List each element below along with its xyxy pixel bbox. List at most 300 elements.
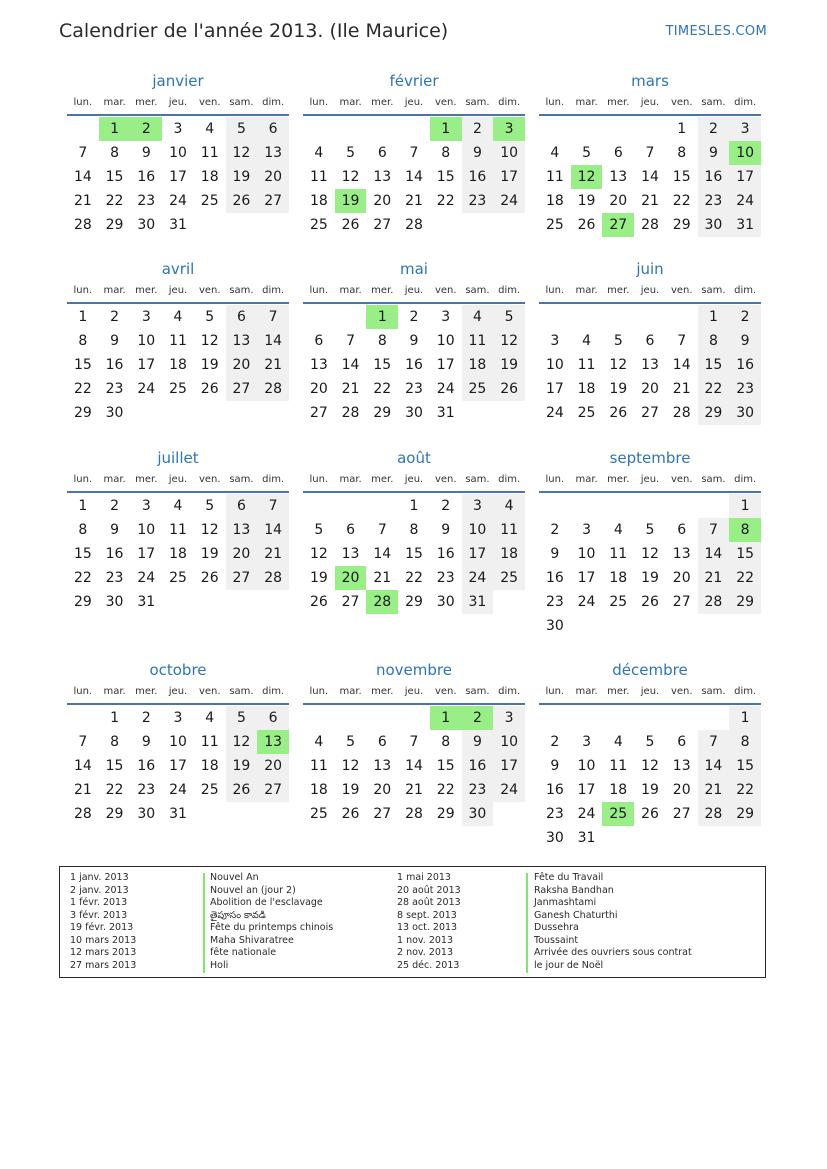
day-cell[interactable]: 12 xyxy=(341,169,360,185)
day-cell[interactable]: 1 xyxy=(366,305,398,329)
day-cell[interactable]: 15 xyxy=(698,353,730,377)
day-cell[interactable]: 4 xyxy=(493,494,525,518)
day-cell[interactable]: 19 xyxy=(641,570,659,586)
day-cell[interactable]: 27 xyxy=(602,213,634,237)
day-cell[interactable]: 7 xyxy=(409,734,419,750)
day-cell[interactable]: 15 xyxy=(73,357,92,373)
day-cell[interactable]: 24 xyxy=(545,405,564,421)
day-cell[interactable]: 27 xyxy=(257,189,289,213)
day-cell[interactable]: 13 xyxy=(641,357,659,373)
day-cell[interactable]: 13 xyxy=(609,169,628,185)
day-cell[interactable]: 6 xyxy=(377,734,387,750)
day-cell[interactable]: 26 xyxy=(226,778,258,802)
day-cell[interactable]: 1 xyxy=(78,309,88,325)
day-cell[interactable]: 16 xyxy=(698,165,730,189)
day-cell[interactable]: 17 xyxy=(577,570,596,586)
day-cell[interactable]: 6 xyxy=(226,494,258,518)
day-cell[interactable]: 4 xyxy=(205,121,215,137)
day-cell[interactable]: 1 xyxy=(99,117,131,141)
day-cell[interactable]: 24 xyxy=(137,570,156,586)
day-cell[interactable]: 4 xyxy=(314,734,324,750)
day-cell[interactable]: 6 xyxy=(257,706,289,730)
day-cell[interactable]: 19 xyxy=(200,357,219,373)
day-cell[interactable]: 13 xyxy=(226,518,258,542)
day-cell[interactable]: 23 xyxy=(105,381,124,397)
day-cell[interactable]: 27 xyxy=(373,806,392,822)
day-cell[interactable]: 22 xyxy=(405,570,423,586)
day-cell[interactable]: 30 xyxy=(698,213,730,237)
day-cell[interactable]: 9 xyxy=(441,522,451,538)
day-cell[interactable]: 16 xyxy=(105,546,124,562)
day-cell[interactable]: 21 xyxy=(341,381,360,397)
day-cell[interactable]: 31 xyxy=(436,405,455,421)
day-cell[interactable]: 30 xyxy=(545,618,564,634)
day-cell[interactable]: 8 xyxy=(78,522,88,538)
day-cell[interactable]: 27 xyxy=(341,594,360,610)
day-cell[interactable]: 8 xyxy=(729,518,761,542)
day-cell[interactable]: 29 xyxy=(73,594,92,610)
day-cell[interactable]: 12 xyxy=(200,522,219,538)
day-cell[interactable]: 29 xyxy=(729,802,761,826)
day-cell[interactable]: 6 xyxy=(645,333,655,349)
day-cell[interactable]: 28 xyxy=(698,590,730,614)
day-cell[interactable]: 4 xyxy=(173,309,183,325)
day-cell[interactable]: 20 xyxy=(672,570,691,586)
day-cell[interactable]: 30 xyxy=(137,806,156,822)
day-cell[interactable]: 15 xyxy=(672,169,691,185)
day-cell[interactable]: 20 xyxy=(609,193,628,209)
day-cell[interactable]: 24 xyxy=(436,381,455,397)
day-cell[interactable]: 25 xyxy=(609,594,628,610)
day-cell[interactable]: 11 xyxy=(200,734,219,750)
day-cell[interactable]: 16 xyxy=(436,546,455,562)
day-cell[interactable]: 25 xyxy=(309,217,328,233)
day-cell[interactable]: 2 xyxy=(462,117,494,141)
day-cell[interactable]: 25 xyxy=(545,217,564,233)
day-cell[interactable]: 1 xyxy=(677,121,687,137)
day-cell[interactable]: 9 xyxy=(110,522,120,538)
day-cell[interactable]: 26 xyxy=(641,806,659,822)
day-cell[interactable]: 13 xyxy=(226,329,258,353)
day-cell[interactable]: 17 xyxy=(137,357,156,373)
day-cell[interactable]: 28 xyxy=(698,802,730,826)
day-cell[interactable]: 24 xyxy=(462,566,494,590)
day-cell[interactable]: 23 xyxy=(462,189,494,213)
day-cell[interactable]: 1 xyxy=(430,706,462,730)
day-cell[interactable]: 15 xyxy=(405,546,423,562)
day-cell[interactable]: 6 xyxy=(677,734,687,750)
day-cell[interactable]: 7 xyxy=(346,333,356,349)
day-cell[interactable]: 30 xyxy=(545,830,564,846)
day-cell[interactable]: 28 xyxy=(672,405,691,421)
day-cell[interactable]: 15 xyxy=(436,758,455,774)
day-cell[interactable]: 7 xyxy=(409,145,419,161)
day-cell[interactable]: 12 xyxy=(609,357,628,373)
day-cell[interactable]: 17 xyxy=(729,165,761,189)
day-cell[interactable]: 2 xyxy=(729,305,761,329)
day-cell[interactable]: 13 xyxy=(672,758,691,774)
day-cell[interactable]: 19 xyxy=(200,546,219,562)
day-cell[interactable]: 8 xyxy=(729,730,761,754)
day-cell[interactable]: 23 xyxy=(105,570,124,586)
day-cell[interactable]: 19 xyxy=(226,754,258,778)
day-cell[interactable]: 13 xyxy=(309,357,328,373)
day-cell[interactable]: 31 xyxy=(169,806,187,822)
day-cell[interactable]: 9 xyxy=(110,333,120,349)
day-cell[interactable]: 22 xyxy=(729,778,761,802)
day-cell[interactable]: 23 xyxy=(545,594,564,610)
day-cell[interactable]: 2 xyxy=(141,710,151,726)
day-cell[interactable]: 25 xyxy=(309,806,328,822)
day-cell[interactable]: 11 xyxy=(462,329,494,353)
day-cell[interactable]: 28 xyxy=(641,217,659,233)
day-cell[interactable]: 1 xyxy=(698,305,730,329)
day-cell[interactable]: 4 xyxy=(550,145,560,161)
day-cell[interactable]: 21 xyxy=(73,782,92,798)
day-cell[interactable]: 24 xyxy=(577,594,596,610)
day-cell[interactable]: 6 xyxy=(314,333,324,349)
day-cell[interactable]: 9 xyxy=(141,734,151,750)
day-cell[interactable]: 24 xyxy=(577,806,596,822)
day-cell[interactable]: 19 xyxy=(493,353,525,377)
day-cell[interactable]: 29 xyxy=(373,405,392,421)
day-cell[interactable]: 3 xyxy=(582,734,592,750)
day-cell[interactable]: 22 xyxy=(105,193,124,209)
day-cell[interactable]: 8 xyxy=(441,145,451,161)
day-cell[interactable]: 18 xyxy=(577,381,596,397)
day-cell[interactable]: 12 xyxy=(571,165,603,189)
day-cell[interactable]: 3 xyxy=(493,706,525,730)
day-cell[interactable]: 29 xyxy=(105,217,124,233)
day-cell[interactable]: 12 xyxy=(641,758,659,774)
day-cell[interactable]: 18 xyxy=(609,782,628,798)
day-cell[interactable]: 17 xyxy=(137,546,156,562)
day-cell[interactable]: 23 xyxy=(462,778,494,802)
day-cell[interactable]: 24 xyxy=(493,189,525,213)
day-cell[interactable]: 7 xyxy=(698,518,730,542)
day-cell[interactable]: 10 xyxy=(169,734,187,750)
day-cell[interactable]: 30 xyxy=(405,405,423,421)
day-cell[interactable]: 5 xyxy=(226,117,258,141)
day-cell[interactable]: 3 xyxy=(173,121,183,137)
day-cell[interactable]: 12 xyxy=(493,329,525,353)
day-cell[interactable]: 2 xyxy=(110,309,120,325)
day-cell[interactable]: 21 xyxy=(641,193,659,209)
day-cell[interactable]: 28 xyxy=(73,806,92,822)
day-cell[interactable]: 10 xyxy=(493,141,525,165)
day-cell[interactable]: 15 xyxy=(105,758,124,774)
day-cell[interactable]: 17 xyxy=(169,758,187,774)
day-cell[interactable]: 14 xyxy=(641,169,659,185)
day-cell[interactable]: 12 xyxy=(226,730,258,754)
day-cell[interactable]: 10 xyxy=(729,141,761,165)
day-cell[interactable]: 9 xyxy=(462,141,494,165)
day-cell[interactable]: 4 xyxy=(314,145,324,161)
day-cell[interactable]: 14 xyxy=(257,329,289,353)
day-cell[interactable]: 12 xyxy=(309,546,328,562)
day-cell[interactable]: 29 xyxy=(436,806,455,822)
day-cell[interactable]: 4 xyxy=(613,734,623,750)
day-cell[interactable]: 14 xyxy=(73,758,92,774)
day-cell[interactable]: 1 xyxy=(78,498,88,514)
day-cell[interactable]: 14 xyxy=(405,758,423,774)
day-cell[interactable]: 13 xyxy=(257,141,289,165)
day-cell[interactable]: 27 xyxy=(641,405,659,421)
day-cell[interactable]: 25 xyxy=(577,405,596,421)
day-cell[interactable]: 9 xyxy=(698,141,730,165)
day-cell[interactable]: 23 xyxy=(545,806,564,822)
day-cell[interactable]: 18 xyxy=(609,570,628,586)
day-cell[interactable]: 5 xyxy=(226,706,258,730)
day-cell[interactable]: 8 xyxy=(78,333,88,349)
day-cell[interactable]: 30 xyxy=(729,401,761,425)
day-cell[interactable]: 21 xyxy=(698,778,730,802)
day-cell[interactable]: 13 xyxy=(373,758,392,774)
day-cell[interactable]: 21 xyxy=(405,782,423,798)
day-cell[interactable]: 29 xyxy=(405,594,423,610)
day-cell[interactable]: 1 xyxy=(409,498,419,514)
day-cell[interactable]: 26 xyxy=(641,594,659,610)
day-cell[interactable]: 19 xyxy=(341,782,360,798)
day-cell[interactable]: 20 xyxy=(335,566,367,590)
day-cell[interactable]: 31 xyxy=(729,213,761,237)
day-cell[interactable]: 21 xyxy=(257,542,289,566)
day-cell[interactable]: 14 xyxy=(405,169,423,185)
day-cell[interactable]: 28 xyxy=(341,405,360,421)
day-cell[interactable]: 20 xyxy=(226,542,258,566)
day-cell[interactable]: 26 xyxy=(577,217,596,233)
day-cell[interactable]: 24 xyxy=(169,782,187,798)
day-cell[interactable]: 22 xyxy=(373,381,392,397)
day-cell[interactable]: 19 xyxy=(577,193,596,209)
day-cell[interactable]: 7 xyxy=(257,494,289,518)
day-cell[interactable]: 17 xyxy=(493,754,525,778)
day-cell[interactable]: 15 xyxy=(729,542,761,566)
day-cell[interactable]: 2 xyxy=(130,117,162,141)
day-cell[interactable]: 12 xyxy=(226,141,258,165)
day-cell[interactable]: 10 xyxy=(462,518,494,542)
day-cell[interactable]: 12 xyxy=(341,758,360,774)
day-cell[interactable]: 20 xyxy=(373,782,392,798)
day-cell[interactable]: 4 xyxy=(582,333,592,349)
day-cell[interactable]: 3 xyxy=(441,309,451,325)
day-cell[interactable]: 10 xyxy=(545,357,564,373)
day-cell[interactable]: 3 xyxy=(462,494,494,518)
day-cell[interactable]: 16 xyxy=(729,353,761,377)
day-cell[interactable]: 15 xyxy=(436,169,455,185)
day-cell[interactable]: 22 xyxy=(436,782,455,798)
day-cell[interactable]: 29 xyxy=(73,405,92,421)
day-cell[interactable]: 11 xyxy=(545,169,564,185)
day-cell[interactable]: 18 xyxy=(309,193,328,209)
day-cell[interactable]: 15 xyxy=(105,169,124,185)
day-cell[interactable]: 11 xyxy=(169,522,187,538)
day-cell[interactable]: 16 xyxy=(105,357,124,373)
day-cell[interactable]: 22 xyxy=(729,566,761,590)
day-cell[interactable]: 10 xyxy=(169,145,187,161)
day-cell[interactable]: 10 xyxy=(493,730,525,754)
day-cell[interactable]: 8 xyxy=(677,145,687,161)
day-cell[interactable]: 29 xyxy=(672,217,691,233)
day-cell[interactable]: 5 xyxy=(645,522,655,538)
day-cell[interactable]: 26 xyxy=(226,189,258,213)
day-cell[interactable]: 5 xyxy=(645,734,655,750)
day-cell[interactable]: 28 xyxy=(405,806,423,822)
day-cell[interactable]: 16 xyxy=(545,782,564,798)
day-cell[interactable]: 10 xyxy=(577,546,596,562)
day-cell[interactable]: 24 xyxy=(729,189,761,213)
day-cell[interactable]: 2 xyxy=(550,522,560,538)
day-cell[interactable]: 14 xyxy=(698,754,730,778)
day-cell[interactable]: 18 xyxy=(545,193,564,209)
day-cell[interactable]: 6 xyxy=(613,145,623,161)
day-cell[interactable]: 20 xyxy=(373,193,392,209)
day-cell[interactable]: 16 xyxy=(137,758,156,774)
day-cell[interactable]: 8 xyxy=(698,329,730,353)
day-cell[interactable]: 2 xyxy=(441,498,451,514)
day-cell[interactable]: 14 xyxy=(73,169,92,185)
day-cell[interactable]: 9 xyxy=(729,329,761,353)
day-cell[interactable]: 27 xyxy=(309,405,328,421)
day-cell[interactable]: 6 xyxy=(257,117,289,141)
day-cell[interactable]: 3 xyxy=(141,498,151,514)
day-cell[interactable]: 21 xyxy=(73,193,92,209)
day-cell[interactable]: 21 xyxy=(373,570,392,586)
day-cell[interactable]: 19 xyxy=(226,165,258,189)
day-cell[interactable]: 9 xyxy=(141,145,151,161)
day-cell[interactable]: 2 xyxy=(698,117,730,141)
day-cell[interactable]: 7 xyxy=(677,333,687,349)
day-cell[interactable]: 22 xyxy=(73,570,92,586)
day-cell[interactable]: 19 xyxy=(309,570,328,586)
day-cell[interactable]: 7 xyxy=(78,145,88,161)
day-cell[interactable]: 13 xyxy=(257,730,289,754)
day-cell[interactable]: 21 xyxy=(672,381,691,397)
day-cell[interactable]: 21 xyxy=(257,353,289,377)
day-cell[interactable]: 13 xyxy=(373,169,392,185)
day-cell[interactable]: 23 xyxy=(698,189,730,213)
day-cell[interactable]: 30 xyxy=(137,217,156,233)
day-cell[interactable]: 28 xyxy=(366,590,398,614)
day-cell[interactable]: 2 xyxy=(110,498,120,514)
day-cell[interactable]: 9 xyxy=(550,758,560,774)
day-cell[interactable]: 17 xyxy=(462,542,494,566)
day-cell[interactable]: 16 xyxy=(137,169,156,185)
day-cell[interactable]: 9 xyxy=(550,546,560,562)
day-cell[interactable]: 22 xyxy=(672,193,691,209)
day-cell[interactable]: 13 xyxy=(672,546,691,562)
day-cell[interactable]: 10 xyxy=(577,758,596,774)
day-cell[interactable]: 21 xyxy=(698,566,730,590)
day-cell[interactable]: 4 xyxy=(205,710,215,726)
day-cell[interactable]: 27 xyxy=(226,377,258,401)
day-cell[interactable]: 25 xyxy=(462,377,494,401)
day-cell[interactable]: 26 xyxy=(609,405,628,421)
day-cell[interactable]: 30 xyxy=(105,405,124,421)
day-cell[interactable]: 17 xyxy=(436,357,455,373)
day-cell[interactable]: 8 xyxy=(377,333,387,349)
day-cell[interactable]: 27 xyxy=(373,217,392,233)
day-cell[interactable]: 3 xyxy=(729,117,761,141)
day-cell[interactable]: 1 xyxy=(729,706,761,730)
day-cell[interactable]: 20 xyxy=(309,381,328,397)
day-cell[interactable]: 15 xyxy=(729,754,761,778)
day-cell[interactable]: 30 xyxy=(436,594,455,610)
day-cell[interactable]: 14 xyxy=(698,542,730,566)
day-cell[interactable]: 6 xyxy=(677,522,687,538)
day-cell[interactable]: 26 xyxy=(493,377,525,401)
day-cell[interactable]: 31 xyxy=(169,217,187,233)
day-cell[interactable]: 24 xyxy=(137,381,156,397)
day-cell[interactable]: 6 xyxy=(346,522,356,538)
day-cell[interactable]: 8 xyxy=(441,734,451,750)
day-cell[interactable]: 28 xyxy=(405,217,423,233)
day-cell[interactable]: 8 xyxy=(110,734,120,750)
day-cell[interactable]: 11 xyxy=(609,546,628,562)
day-cell[interactable]: 8 xyxy=(110,145,120,161)
day-cell[interactable]: 26 xyxy=(200,570,219,586)
day-cell[interactable]: 26 xyxy=(341,217,360,233)
day-cell[interactable]: 1 xyxy=(110,710,120,726)
day-cell[interactable]: 24 xyxy=(493,778,525,802)
day-cell[interactable]: 17 xyxy=(577,782,596,798)
day-cell[interactable]: 25 xyxy=(493,566,525,590)
day-cell[interactable]: 4 xyxy=(173,498,183,514)
day-cell[interactable]: 18 xyxy=(462,353,494,377)
day-cell[interactable]: 7 xyxy=(377,522,387,538)
day-cell[interactable]: 26 xyxy=(309,594,328,610)
day-cell[interactable]: 2 xyxy=(462,706,494,730)
day-cell[interactable]: 8 xyxy=(409,522,419,538)
day-cell[interactable]: 3 xyxy=(493,117,525,141)
day-cell[interactable]: 10 xyxy=(436,333,455,349)
day-cell[interactable]: 14 xyxy=(257,518,289,542)
day-cell[interactable]: 11 xyxy=(309,758,328,774)
day-cell[interactable]: 11 xyxy=(609,758,628,774)
day-cell[interactable]: 21 xyxy=(405,193,423,209)
day-cell[interactable]: 7 xyxy=(698,730,730,754)
day-cell[interactable]: 28 xyxy=(257,377,289,401)
brand-logo[interactable]: TIMESLES.COM xyxy=(665,24,767,39)
day-cell[interactable]: 23 xyxy=(729,377,761,401)
day-cell[interactable]: 16 xyxy=(462,165,494,189)
day-cell[interactable]: 22 xyxy=(698,377,730,401)
day-cell[interactable]: 10 xyxy=(137,522,156,538)
day-cell[interactable]: 11 xyxy=(309,169,328,185)
day-cell[interactable]: 14 xyxy=(341,357,360,373)
day-cell[interactable]: 29 xyxy=(729,590,761,614)
day-cell[interactable]: 25 xyxy=(602,802,634,826)
day-cell[interactable]: 5 xyxy=(346,734,356,750)
day-cell[interactable]: 18 xyxy=(493,542,525,566)
day-cell[interactable]: 5 xyxy=(346,145,356,161)
day-cell[interactable]: 28 xyxy=(73,217,92,233)
day-cell[interactable]: 16 xyxy=(545,570,564,586)
day-cell[interactable]: 26 xyxy=(341,806,360,822)
day-cell[interactable]: 31 xyxy=(462,590,494,614)
day-cell[interactable]: 20 xyxy=(672,782,691,798)
day-cell[interactable]: 18 xyxy=(200,169,219,185)
day-cell[interactable]: 23 xyxy=(405,381,423,397)
day-cell[interactable]: 17 xyxy=(493,165,525,189)
day-cell[interactable]: 4 xyxy=(462,305,494,329)
day-cell[interactable]: 1 xyxy=(729,494,761,518)
day-cell[interactable]: 2 xyxy=(550,734,560,750)
day-cell[interactable]: 14 xyxy=(373,546,392,562)
day-cell[interactable]: 22 xyxy=(73,381,92,397)
day-cell[interactable]: 25 xyxy=(200,782,219,798)
day-cell[interactable]: 25 xyxy=(169,381,187,397)
